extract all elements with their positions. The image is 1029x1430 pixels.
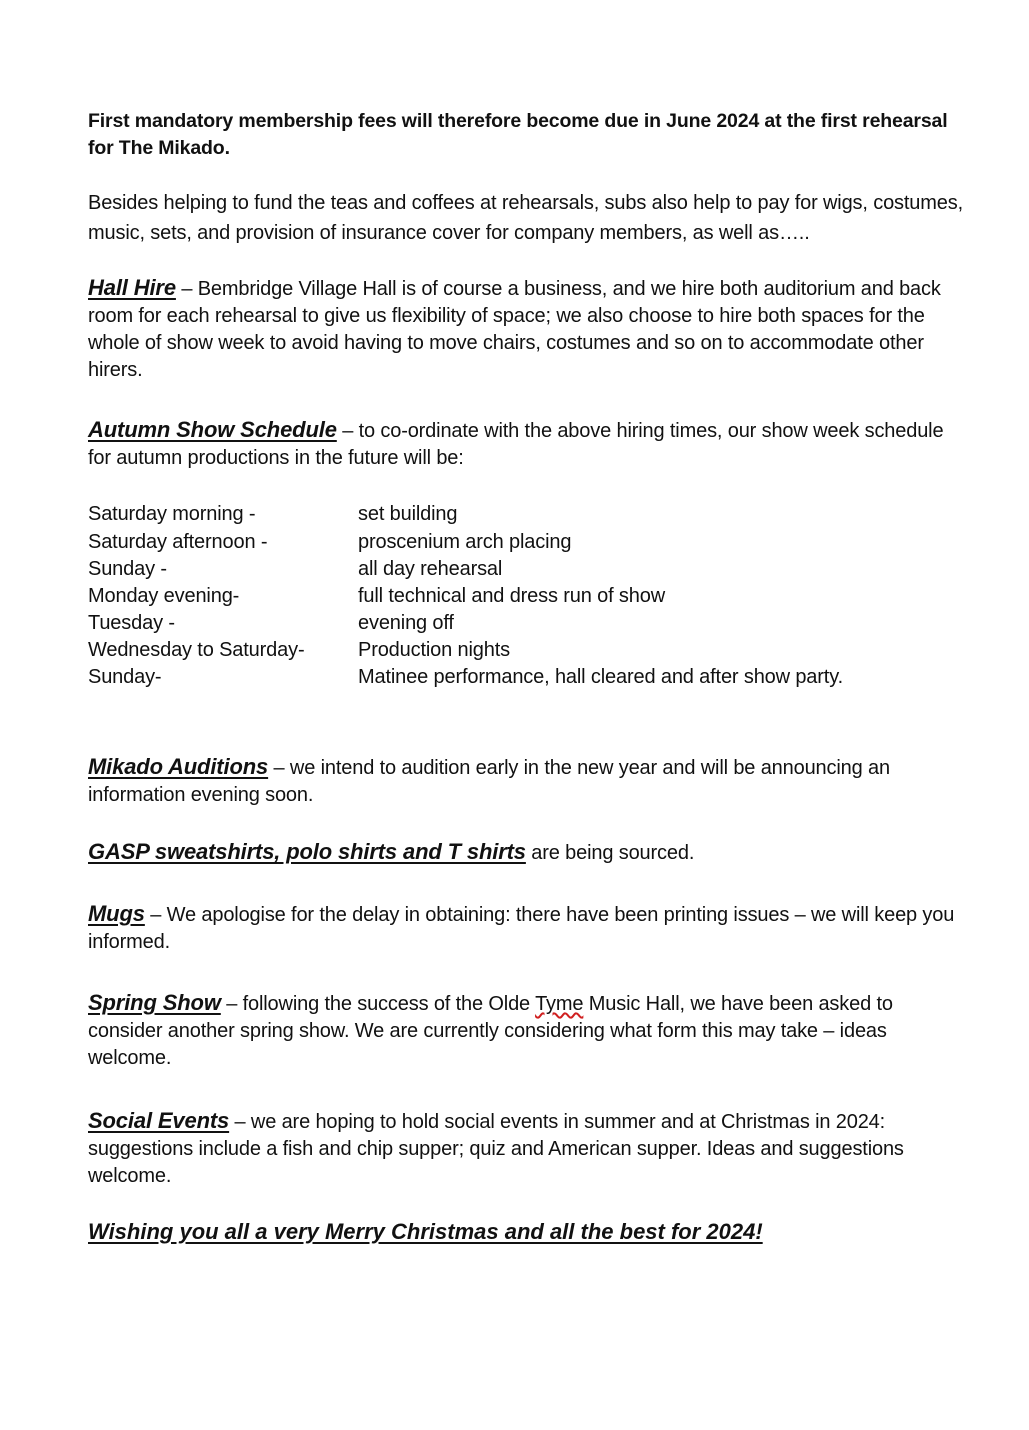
- spring-show-heading: Spring Show: [88, 990, 221, 1015]
- hall-hire-text: – Bembridge Village Hall is of course a business, and we hire both auditorium and back room for each rehearsal to give us flexibility of space; we also choose to hire both spaces for the whole of show week to avoid having to move chairs, costumes and so on to accommodate other hirers.: [88, 278, 941, 381]
- schedule-activity: proscenium arch placing: [358, 531, 572, 553]
- autumn-schedule-text: – to co-ordinate with the above hiring times, our show week schedule for autumn productions in the future will be:: [88, 420, 944, 469]
- schedule-row: [88, 529, 968, 556]
- hall-hire-paragraph: [88, 274, 968, 384]
- schedule-day: Tuesday -: [88, 612, 175, 634]
- subs-paragraph: Besides helping to fund the teas and coffees at rehearsals, subs also help to pay for wigs, costumes, music, sets, and provision of insurance cover for company members, as well as…..: [88, 192, 964, 244]
- spring-show-text-after: Music Hall, we have been asked to consider another spring show. We are currently considering what form this may take – ideas welcome.: [88, 993, 893, 1069]
- schedule-day: Wednesday to Saturday-: [88, 639, 305, 661]
- hall-hire-heading: Hall Hire: [88, 275, 176, 300]
- gasp-text: are being sourced.: [525, 842, 695, 864]
- schedule-activity: evening off: [358, 612, 454, 634]
- schedule-row: [88, 499, 968, 529]
- schedule-activity: full technical and dress run of show: [358, 585, 665, 607]
- schedule-day: Sunday-: [88, 666, 162, 688]
- mugs-heading: Mugs: [88, 901, 145, 926]
- schedule-table: [88, 499, 968, 691]
- document-page: [88, 108, 968, 1247]
- spring-show-paragraph: [88, 989, 968, 1072]
- schedule-day: Sunday -: [88, 558, 167, 580]
- schedule-row: [88, 556, 968, 583]
- mugs-text: – We apologise for the delay in obtaining: there have been printing issues – we will keep you informed.: [88, 904, 955, 953]
- social-events-paragraph: [88, 1107, 968, 1190]
- mugs-paragraph: [88, 900, 968, 956]
- mikado-auditions-text: – we intend to audition early in the new year and will be announcing an information evening soon.: [88, 757, 890, 806]
- autumn-schedule-paragraph: [88, 416, 968, 472]
- schedule-day: Monday evening-: [88, 585, 240, 607]
- spellcheck-word: Tyme: [535, 993, 584, 1015]
- schedule-activity: Production nights: [358, 639, 510, 661]
- schedule-day: Saturday morning -: [88, 503, 256, 525]
- spring-show-text-before: – following the success of the Olde: [220, 993, 536, 1015]
- schedule-row: [88, 637, 968, 664]
- schedule-row: [88, 610, 968, 637]
- schedule-activity: Matinee performance, hall cleared and after show party.: [358, 666, 843, 688]
- autumn-schedule-heading: Autumn Show Schedule: [88, 417, 337, 442]
- schedule-row: [88, 664, 968, 691]
- social-events-heading: Social Events: [88, 1108, 230, 1133]
- schedule-day: Saturday afternoon -: [88, 531, 268, 553]
- social-events-text: – we are hoping to hold social events in summer and at Christmas in 2024: suggestions include a fish and chip supper; quiz and American supper. Ideas and suggestions welcome.: [88, 1111, 904, 1187]
- schedule-activity: all day rehearsal: [358, 558, 503, 580]
- gasp-paragraph: [88, 838, 968, 867]
- schedule-row: [88, 583, 968, 610]
- membership-fees-notice: First mandatory membership fees will therefore become due in June 2024 at the first rehearsal for The Mikado.: [88, 110, 948, 159]
- mikado-auditions-heading: Mikado Auditions: [88, 754, 269, 779]
- schedule-activity: set building: [358, 503, 458, 525]
- gasp-heading: GASP sweatshirts, polo shirts and T shirts: [88, 839, 526, 864]
- closing-greeting: Wishing you all a very Merry Christmas and all the best for 2024!: [88, 1219, 763, 1244]
- mikado-auditions-paragraph: [88, 753, 968, 809]
